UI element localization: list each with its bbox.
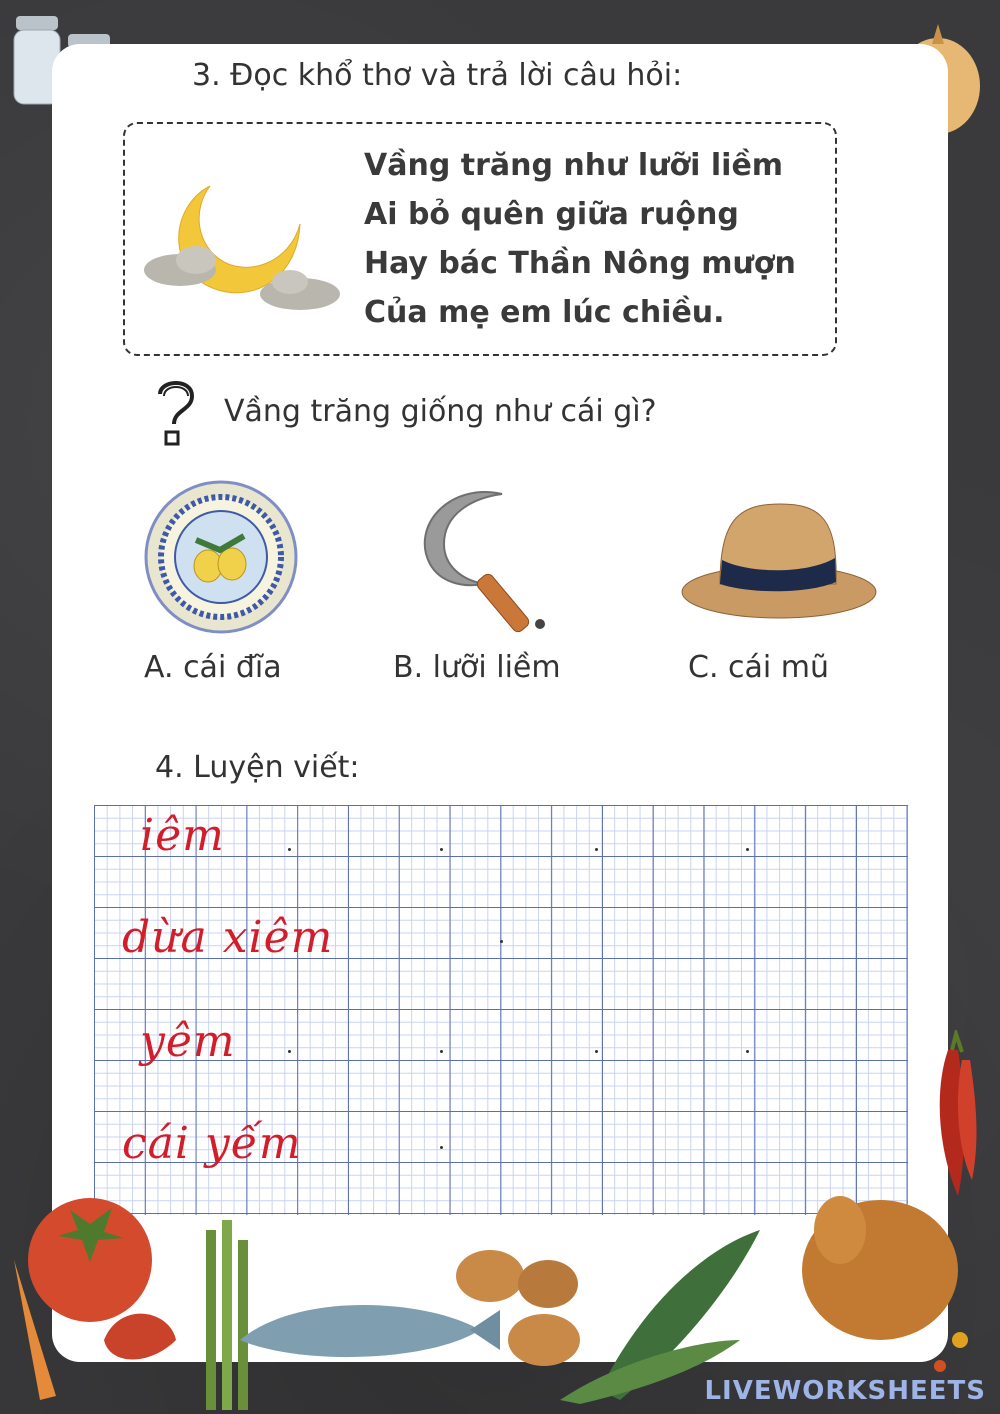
guide-dot: [595, 848, 598, 851]
guide-dot: [440, 1146, 443, 1149]
guide-dot: [288, 1050, 291, 1053]
hat-icon[interactable]: [680, 498, 878, 620]
poem-line-3: Hay bác Thần Nông mượn: [364, 246, 796, 281]
handwriting-word-1: iêm: [140, 810, 225, 861]
guide-dot: [746, 848, 749, 851]
guide-dot: [440, 1050, 443, 1053]
guide-dot: [746, 1050, 749, 1053]
plate-icon[interactable]: [144, 480, 298, 634]
option-a-label[interactable]: A. cái đĩa: [144, 650, 282, 685]
sickle-icon[interactable]: [410, 486, 560, 636]
guide-dot: [288, 848, 291, 851]
option-b-label[interactable]: B. lưỡi liềm: [393, 650, 561, 685]
handwriting-word-3: yêm: [140, 1016, 236, 1067]
guide-dot: [595, 1050, 598, 1053]
handwriting-word-4: cái yếm: [122, 1118, 302, 1169]
option-c-label[interactable]: C. cái mũ: [688, 650, 830, 685]
handwriting-word-2: dừa xiêm: [122, 912, 334, 963]
poem-line-1: Vầng trăng như lưỡi liềm: [364, 148, 784, 183]
poem-line-4: Của mẹ em lúc chiều.: [364, 295, 725, 330]
chili-pepper-icon: [928, 1030, 984, 1200]
question-mark-icon: [152, 376, 200, 448]
liveworksheets-watermark[interactable]: LIVEWORKSHEETS: [704, 1376, 986, 1406]
section4-title: 4. Luyện viết:: [155, 750, 360, 785]
moon-icon: [140, 178, 345, 318]
section3-title: 3. Đọc khổ thơ và trả lời câu hỏi:: [192, 58, 683, 93]
poem-line-2: Ai bỏ quên giữa ruộng: [364, 197, 739, 232]
question-text: Vầng trăng giống như cái gì?: [224, 394, 657, 429]
guide-dot: [500, 940, 503, 943]
guide-dot: [440, 848, 443, 851]
